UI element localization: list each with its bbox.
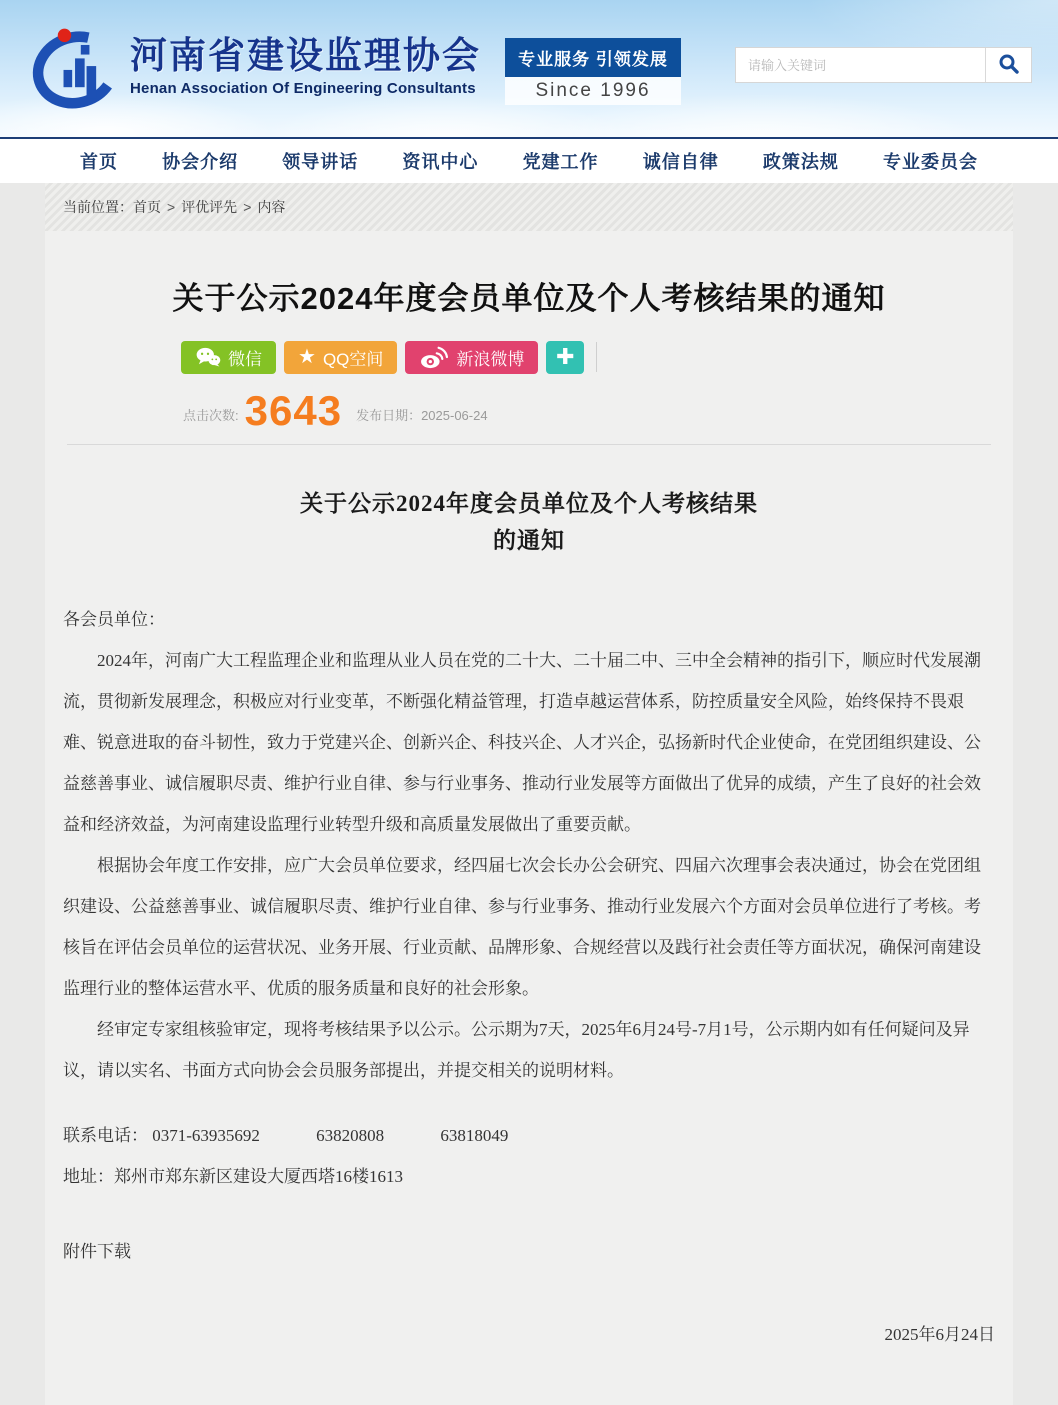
nav-item-party-building[interactable]: 党建工作 [522, 152, 599, 172]
breadcrumb-home[interactable]: 首页 [133, 199, 161, 215]
breadcrumb-current: 内容 [257, 199, 286, 215]
document-title-line1: 关于公示2024年度会员单位及个人考核结果 [300, 490, 758, 516]
contact-phone-label: 联系电话： [63, 1125, 148, 1145]
search-box [735, 47, 1032, 83]
site-logo [28, 22, 481, 114]
site-subtitle: Henan Association Of Engineering Consultants [130, 80, 476, 98]
share-wechat-label: 微信 [228, 349, 262, 369]
contact-address: 地址：郑州市郑东新区建设大厦西塔16楼1613 [63, 1166, 403, 1186]
paragraph-2: 根据协会年度工作安排，应广大会员单位要求，经四届七次会长办公会研究、四届六次理事会表决通过，协会在党团组织建设、公益慈善事业、诚信履职尽责、维护行业自律、参与行业事务、推动行业发展六个方面对会员单位进行了考核。考核旨在评估会员单位的运营状况、业务开展、行业贡献、品牌形象、合规经营以及践行社会责任等方面状况，确保河南建设监理行业的整体运营水平、优质的服务质量和良好的社会形象。 [63, 855, 981, 998]
qzone-star-icon: ★ [298, 346, 316, 368]
search-input[interactable] [736, 48, 985, 82]
share-wechat-button[interactable] [181, 341, 276, 374]
hits-label: 点击次数: [183, 407, 239, 423]
paragraph-1: 2024年，河南广大工程监理企业和监理从业人员在党的二十大、二十届二中、三中全会精神的指引下，顺应时代发展潮流，贯彻新发展理念，积极应对行业变革，不断强化精益管理，打造卓越运营体系，防控质量安全风险，始终保持不畏艰难、锐意进取的奋斗韧性，致力于党建兴企、创新兴企、科技兴企、人才兴企，弘扬新时代企业使命，在党团组织建设、公益慈善事业、诚信履职尽责、维护行业自律、参与行业事务、推动行业发展等方面做出了优异的成绩，产生了良好的社会效益和经济效益，为河南建设监理行业转型升级和高质量发展做出了重要贡献。 [63, 650, 981, 834]
breadcrumb [45, 183, 1013, 231]
share-qzone-button[interactable] [284, 341, 397, 374]
plus-icon: ✚ [556, 344, 575, 369]
salutation: 各会员单位： [63, 609, 165, 629]
nav-item-news-center[interactable]: 资讯中心 [402, 152, 479, 172]
attachment-label: 附件下载 [63, 1241, 131, 1261]
breadcrumb-section[interactable]: 评优评先 [181, 199, 238, 215]
site-title: 河南省建设监理协会 [130, 35, 481, 76]
share-bar [181, 340, 995, 374]
slogan-line2: Since 1996 [505, 77, 681, 105]
slogan-badge [505, 38, 681, 105]
wechat-icon [195, 347, 221, 367]
publish-date [356, 405, 488, 430]
nav-item-leader-speeches[interactable]: 领导讲话 [282, 152, 359, 172]
contact-block [63, 1115, 995, 1197]
article-stats [183, 387, 995, 434]
nav-item-about[interactable]: 协会介绍 [162, 152, 239, 172]
search-icon [998, 53, 1020, 78]
search-button[interactable] [985, 48, 1031, 82]
nav-item-policies[interactable]: 政策法规 [762, 152, 839, 172]
contact-phone-1: 0371-63935692 [152, 1125, 260, 1145]
share-weibo-label: 新浪微博 [456, 349, 525, 369]
contact-phone-3: 63818049 [440, 1125, 509, 1145]
document-title [63, 485, 995, 559]
nav-item-home[interactable]: 首页 [80, 152, 118, 172]
breadcrumb-separator: > [167, 199, 176, 215]
article-body [63, 599, 995, 1091]
site-header [0, 0, 1058, 137]
main-nav [0, 139, 1058, 183]
weibo-icon [419, 345, 449, 369]
nav-item-committees[interactable]: 专业委员会 [882, 152, 978, 172]
share-more-button[interactable] [546, 341, 584, 374]
publish-date-label: 发布日期： [356, 407, 422, 423]
page-title: 关于公示2024年度会员单位及个人考核结果的通知 [172, 281, 886, 316]
breadcrumb-separator: > [243, 199, 252, 215]
sign-date: 2025年6月24日 [884, 1324, 995, 1344]
share-divider [596, 342, 597, 372]
share-qzone-label: QQ空间 [322, 349, 384, 369]
slogan-line1: 专业服务 引领发展 [505, 38, 681, 77]
breadcrumb-prefix: 当前位置： [63, 199, 133, 215]
content-panel [45, 231, 1013, 1405]
contact-phone-line [63, 1115, 995, 1156]
publish-date-value: 2025-06-24 [421, 407, 488, 423]
share-weibo-button[interactable] [405, 341, 538, 374]
contact-phone-2: 63820808 [316, 1125, 385, 1145]
section-divider [67, 444, 991, 445]
nav-item-integrity[interactable]: 诚信自律 [642, 152, 719, 172]
paragraph-3: 经审定专家组核验审定，现将考核结果予以公示。公示期为7天，2025年6月24号-7月1号，公示期内如有任何疑问及异议，请以实名、书面方式向协会会员服务部提出，并提交相关的说明材料。 [63, 1019, 970, 1080]
association-logo-icon [28, 22, 124, 114]
hits-count: 3643 [244, 387, 343, 434]
document-title-line2: 的通知 [493, 527, 565, 553]
